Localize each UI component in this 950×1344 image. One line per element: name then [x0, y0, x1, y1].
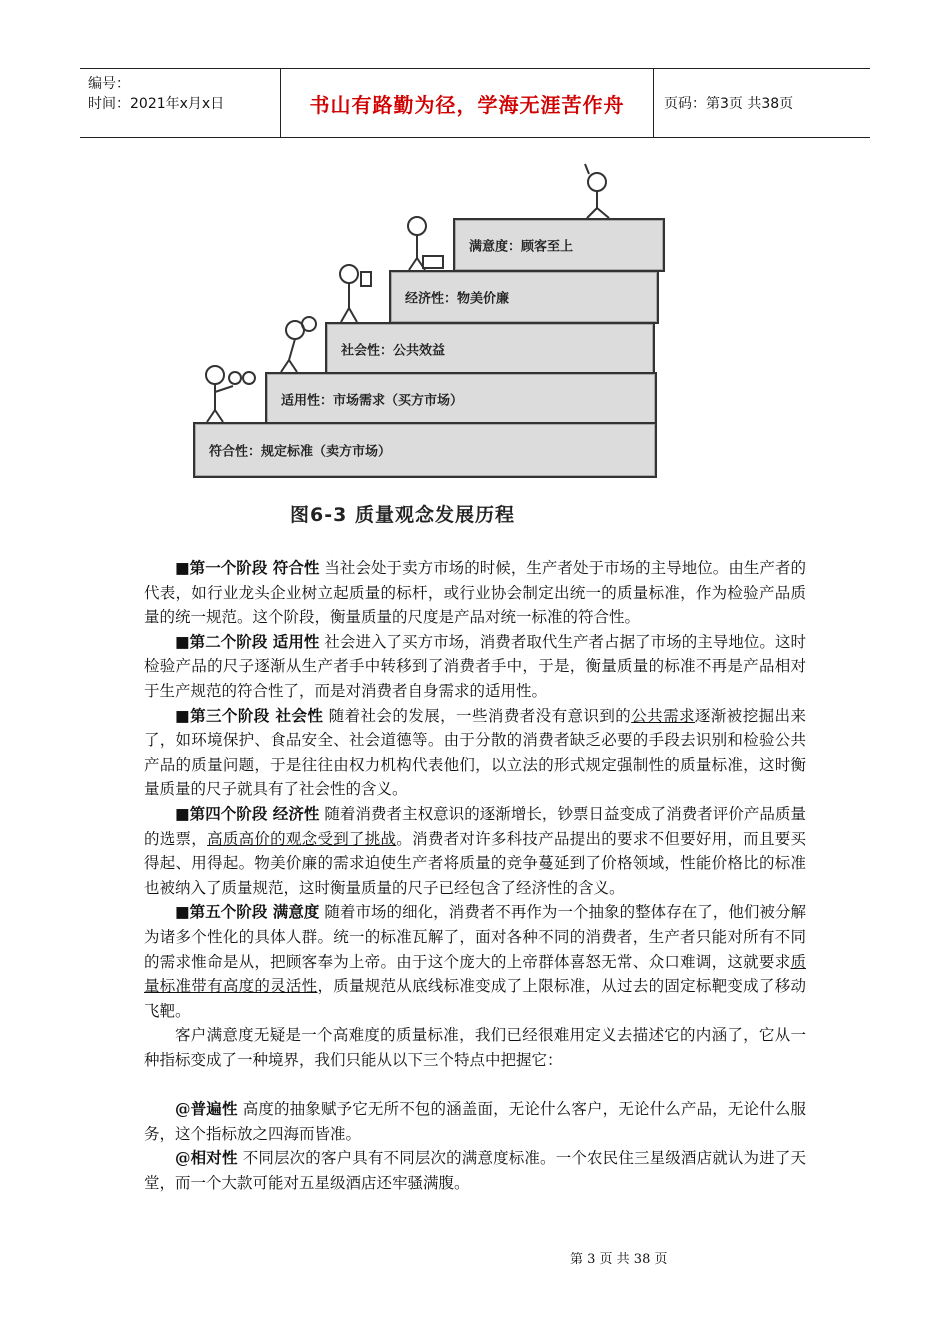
- person-icon: [206, 366, 255, 422]
- paragraph-text: 逐渐被挖掘出来了，如环境保护、食品安全、社会道德等。由于分散的消费者缺乏必要的手段去识别和检验公共产品的质量问题，于是往往由权力机构代表他们，以立法的形式规定强制性的质量标准，这时衡量质量的尺子就具有了社会性的含义。: [144, 706, 806, 799]
- paragraph-stage-5: [144, 900, 806, 1023]
- blank-line: [144, 1072, 806, 1097]
- quality-staircase-figure: [185, 160, 667, 528]
- paragraph-stage-4: [144, 802, 806, 900]
- body-text: [144, 556, 806, 1195]
- step-label: 经济性：物美价廉: [405, 291, 510, 307]
- person-icon: [408, 217, 443, 270]
- paragraph-text: 随着市场的细化，消费者不再作为一个抽象的整体存在了，他们被分解为诸多个性化的具体人群。统一的标准瓦解了，面对各种不同的消费者，生产者只能对所有不同的需求惟命是从，把顾客奉为上帝。由于这个庞大的上帝群体喜怒无常、众口难调，这就要求: [144, 903, 806, 971]
- paragraph-text: 随着社会的发展，一些消费者没有意识到的: [323, 706, 632, 725]
- header-meta: [80, 69, 281, 137]
- step-label: 社会性：公共效益: [341, 343, 446, 359]
- page-info: 页码：第3页 共38页: [664, 96, 794, 112]
- paragraph-heading: ■第二个阶段 适用性: [175, 631, 320, 651]
- paragraph-text: 当社会处于卖方市场的时候，生产者处于市场的主导地位。由生产者的代表，如行业龙头企业树立起质量的标杆，或行业协会制定出统一的质量标准，作为检验产品质量的统一规范。这个阶段，衡量质量的尺度是产品对统一标准的符合性。: [144, 559, 806, 627]
- underlined-phrase: 公共需求: [631, 706, 695, 725]
- paragraph-text: 不同层次的客户具有不同层次的满意度标准。一个农民住三星级酒店就认为进了天堂，而一个大款可能对五星级酒店还牢骚满腹。: [144, 1149, 806, 1192]
- paragraph-text: 随着消费者主权意识的逐渐增长，钞票日益变成了消费者评价产品质量的选票，: [144, 804, 806, 848]
- person-icon: [340, 265, 371, 322]
- page-footer: 第 3 页 共 38 页: [570, 1252, 668, 1267]
- paragraph-heading: ■第五个阶段 满意度: [175, 902, 320, 922]
- person-icon: [281, 317, 316, 372]
- paragraph-text: 社会进入了买方市场，消费者取代生产者占据了市场的主导地位。这时检验产品的尺子逐渐从生产者手中转移到了消费者手中，于是，衡量质量的标准不再是产品相对于生产规范的符合性了，而是对消费者自身需求的适用性。: [144, 632, 806, 700]
- step-label: 符合性：规定标准（卖方市场）: [209, 444, 392, 460]
- paragraph-stage-3: [144, 704, 806, 802]
- paragraph-text: 高度的抽象赋予它无所不包的涵盖面，无论什么客户，无论什么产品，无论什么服务，这个指标放之四海而皆准。: [144, 1100, 806, 1143]
- paragraph-stage-1: [144, 556, 806, 630]
- page-header: [80, 68, 870, 138]
- figure-caption: 图6-3 质量观念发展历程: [290, 504, 515, 526]
- paragraph-heading: ■第三个阶段 社会性: [175, 705, 324, 725]
- number-label: 编号：: [88, 76, 130, 92]
- person-icon: [585, 164, 609, 218]
- underlined-phrase: 质量标准带有高度的灵活性: [144, 952, 806, 996]
- paragraph-text: 。消费者对许多科技产品提出的要求不但要好用，而且要买得起、用得起。物美价廉的需求迫使生产者将质量的竞争蔓延到了价格领域，性能价格比的标准也被纳入了质量规范，这时衡量质量的尺子已经包含了经济性的含义。: [144, 829, 806, 897]
- paragraph-summary: 客户满意度无疑是一个高难度的质量标准，我们已经很难用定义去描述它的内涵了，它从一种指标变成了一种境界，我们只能从以下三个特点中把握它：: [144, 1026, 806, 1069]
- underlined-phrase: 高质高价的观念受到了挑战: [207, 829, 397, 848]
- date-label: 时间：2021年x月x日: [88, 96, 225, 112]
- motto: 书山有路勤为径，学海无涯苦作舟: [281, 69, 654, 137]
- paragraph-universality: [144, 1097, 806, 1146]
- paragraph-heading: @普遍性: [175, 1099, 238, 1119]
- paragraph-heading: @相对性: [175, 1148, 238, 1168]
- paragraph-stage-2: [144, 630, 806, 704]
- paragraph-relativity: [144, 1146, 806, 1195]
- paragraph-heading: ■第四个阶段 经济性: [175, 803, 320, 823]
- figure-people-illustration: [185, 160, 667, 480]
- step-label: 满意度：顾客至上: [469, 239, 574, 255]
- step-label: 适用性：市场需求（买方市场）: [281, 393, 464, 409]
- paragraph-heading: ■第一个阶段 符合性: [175, 558, 320, 577]
- paragraph-text: ，质量规范从底线标准变成了上限标准，从过去的固定标靶变成了移动飞靶。: [144, 977, 806, 1020]
